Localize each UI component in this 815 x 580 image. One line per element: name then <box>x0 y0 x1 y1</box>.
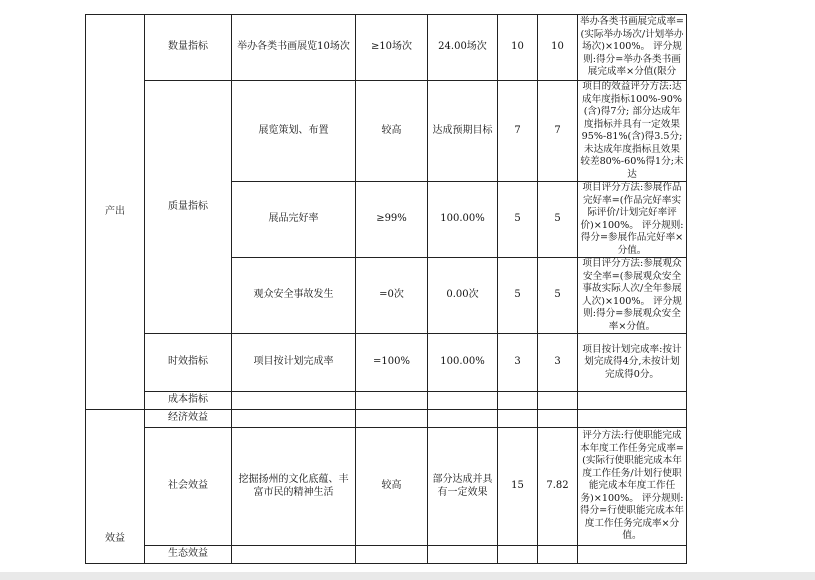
empty-cell <box>428 546 498 564</box>
row-weight: 7 <box>498 81 538 182</box>
row-note: 项目评分方法:参展观众安全率=(参展观众安全事故实际人次/全年参展人次)×100%。 评分规则:得分=参展观众安全率×分值。 <box>578 258 687 334</box>
row-actual: 100.00% <box>428 334 498 392</box>
row-actual: 0.00次 <box>428 258 498 334</box>
row-name: 挖掘扬州的文化底蕴、丰富市民的精神生活 <box>232 428 356 546</box>
row-target: ≥10场次 <box>356 15 428 81</box>
row-weight: 15 <box>498 428 538 546</box>
empty-cell <box>428 392 498 410</box>
row-note: 项目按计划完成率:按计划完成得4分,未按计划完成得0分。 <box>578 334 687 392</box>
indicator-quantity: 数量指标 <box>145 15 232 81</box>
table-row <box>86 81 687 182</box>
row-name: 展品完好率 <box>232 182 356 258</box>
viewer-bottom-bar <box>0 572 815 580</box>
table-row <box>86 428 687 546</box>
empty-cell <box>578 392 687 410</box>
row-actual: 部分达成并具有一定效果 <box>428 428 498 546</box>
table-row <box>86 410 687 428</box>
row-note: 项目的效益评分方法:达成年度指标100%-90%(含)得7分; 部分达成年度指标并具有一定效果95%-81%(含)得3.5分; 未达成年度指标且效果较差80%-60%得1分;未达 <box>578 81 687 182</box>
row-target: 较高 <box>356 81 428 182</box>
empty-cell <box>498 410 538 428</box>
row-actual: 达成预期目标 <box>428 81 498 182</box>
row-weight: 5 <box>498 258 538 334</box>
table-row <box>86 392 687 410</box>
row-name: 举办各类书画展览10场次 <box>232 15 356 81</box>
row-target: =0次 <box>356 258 428 334</box>
row-weight: 10 <box>498 15 538 81</box>
row-score: 5 <box>538 258 578 334</box>
section-effect: 效益 <box>86 410 145 564</box>
row-score: 7 <box>538 81 578 182</box>
empty-cell <box>356 392 428 410</box>
row-actual: 100.00% <box>428 182 498 258</box>
row-weight: 3 <box>498 334 538 392</box>
indicator-social: 社会效益 <box>145 428 232 546</box>
row-target: =100% <box>356 334 428 392</box>
row-score: 10 <box>538 15 578 81</box>
empty-cell <box>498 546 538 564</box>
empty-cell <box>232 546 356 564</box>
empty-cell <box>498 392 538 410</box>
row-note: 评分方法:行使职能完成本年度工作任务完成率=(实际行使职能完成本年度工作任务/计划行使职能完成本年度工作任务)×100%。 评分规则:得分=行使职能完成本年度工作任务完成率×分值。 <box>578 428 687 546</box>
empty-cell <box>356 410 428 428</box>
row-score: 3 <box>538 334 578 392</box>
empty-cell <box>356 546 428 564</box>
empty-cell <box>538 546 578 564</box>
row-name: 展览策划、布置 <box>232 81 356 182</box>
empty-cell <box>538 392 578 410</box>
empty-cell <box>538 410 578 428</box>
row-target: 较高 <box>356 428 428 546</box>
indicator-ecological: 生态效益 <box>145 546 232 564</box>
empty-cell <box>232 410 356 428</box>
section-output: 产出 <box>86 15 145 410</box>
performance-table <box>85 14 687 564</box>
row-weight: 5 <box>498 182 538 258</box>
row-note: 举办各类书画展完成率=(实际举办场次/计划举办场次)×100%。 评分规则:得分=举办各类书画展完成率×分值(限分 <box>578 15 687 81</box>
empty-cell <box>578 546 687 564</box>
row-note: 项目评分方法:参展作品完好率=(作品完好率实际评价/计划完好率评价)×100%。 评分规则:得分=参展作品完好率×分值。 <box>578 182 687 258</box>
table-row <box>86 15 687 81</box>
table-row <box>86 334 687 392</box>
row-target: ≥99% <box>356 182 428 258</box>
indicator-quality: 质量指标 <box>145 81 232 334</box>
row-name: 观众安全事故发生 <box>232 258 356 334</box>
indicator-cost: 成本指标 <box>145 392 232 410</box>
indicator-economic: 经济效益 <box>145 410 232 428</box>
indicator-timeliness: 时效指标 <box>145 334 232 392</box>
empty-cell <box>232 392 356 410</box>
row-score: 7.82 <box>538 428 578 546</box>
row-name: 项目按计划完成率 <box>232 334 356 392</box>
row-actual: 24.00场次 <box>428 15 498 81</box>
table-row <box>86 546 687 564</box>
empty-cell <box>428 410 498 428</box>
empty-cell <box>578 410 687 428</box>
row-score: 5 <box>538 182 578 258</box>
